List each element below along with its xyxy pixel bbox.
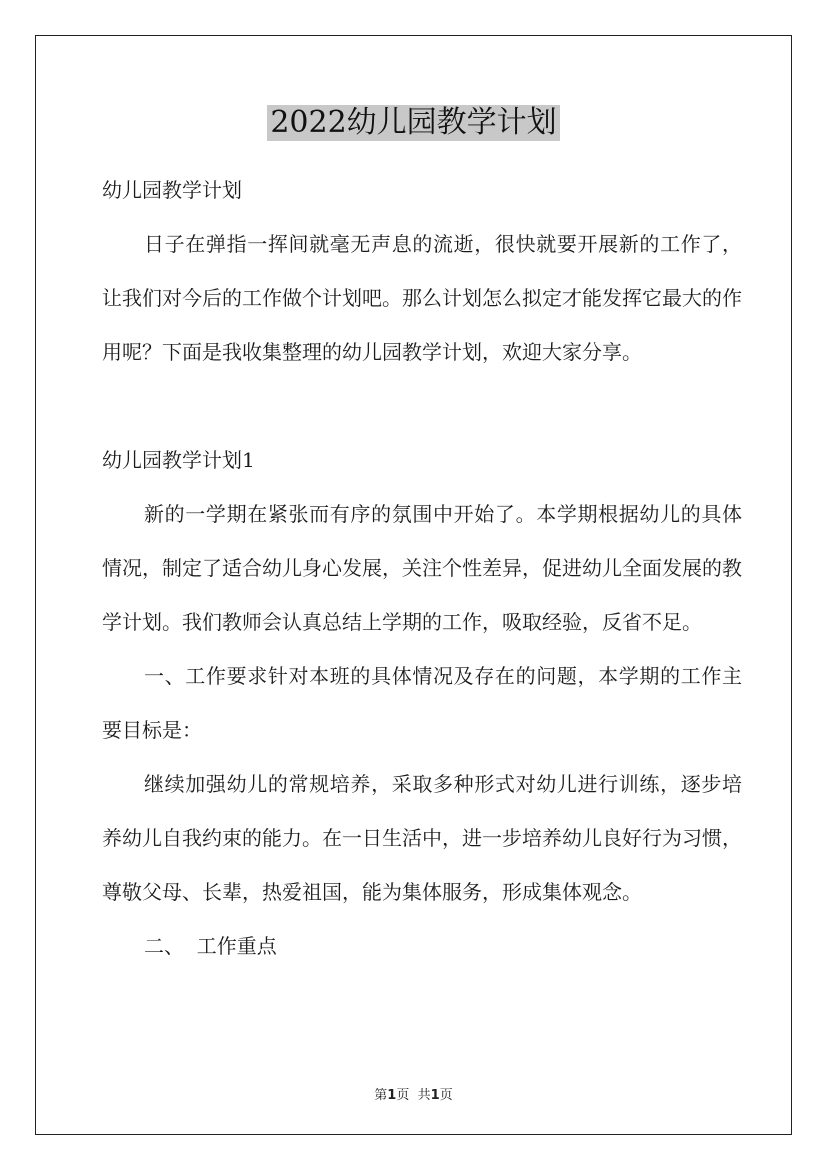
footer-total-suffix: 页 <box>439 1088 453 1103</box>
title-container <box>0 105 827 141</box>
paragraph-3: 继续加强幼儿的常规培养，采取多种形式对幼儿进行训练，逐步培养幼儿自我约束的能力。在一日生活中，进一步培养幼儿良好行为习惯，尊敬父母、长辈，热爱祖国，能为集体服务，形成集体观念。 <box>102 772 742 904</box>
document-title: 2022幼儿园教学计划 <box>267 105 559 141</box>
paragraph-2: 一、工作要求针对本班的具体情况及存在的问题，本学期的工作主要目标是： <box>102 664 742 742</box>
blank-line <box>102 379 742 433</box>
section-heading: 幼儿园教学计划1 <box>102 448 255 472</box>
paragraph-1: 新的一学期在紧张而有序的氛围中开始了。本学期根据幼儿的具体情况，制定了适合幼儿身心发展，关注个性差异，促进幼儿全面发展的教学计划。我们教师会认真总结上学期的工作，吸取经验，反省不足。 <box>102 502 742 634</box>
paragraph-4: 二、 工作重点 <box>144 934 277 958</box>
document-subtitle: 幼儿园教学计划 <box>102 178 242 202</box>
document-body <box>102 163 742 973</box>
footer-total-prefix: 共 <box>417 1088 431 1103</box>
page-footer <box>0 1084 827 1103</box>
footer-page-suffix: 页 <box>396 1088 410 1103</box>
footer-total-number: 1 <box>430 1088 440 1103</box>
footer-page-number: 1 <box>387 1088 397 1103</box>
footer-page-prefix: 第 <box>374 1088 388 1103</box>
intro-paragraph: 日子在弹指一挥间就毫无声息的流逝，很快就要开展新的工作了，让我们对今后的工作做个计划吧。那么计划怎么拟定才能发挥它最大的作用呢？下面是我收集整理的幼儿园教学计划，欢迎大家分享。 <box>102 232 742 364</box>
